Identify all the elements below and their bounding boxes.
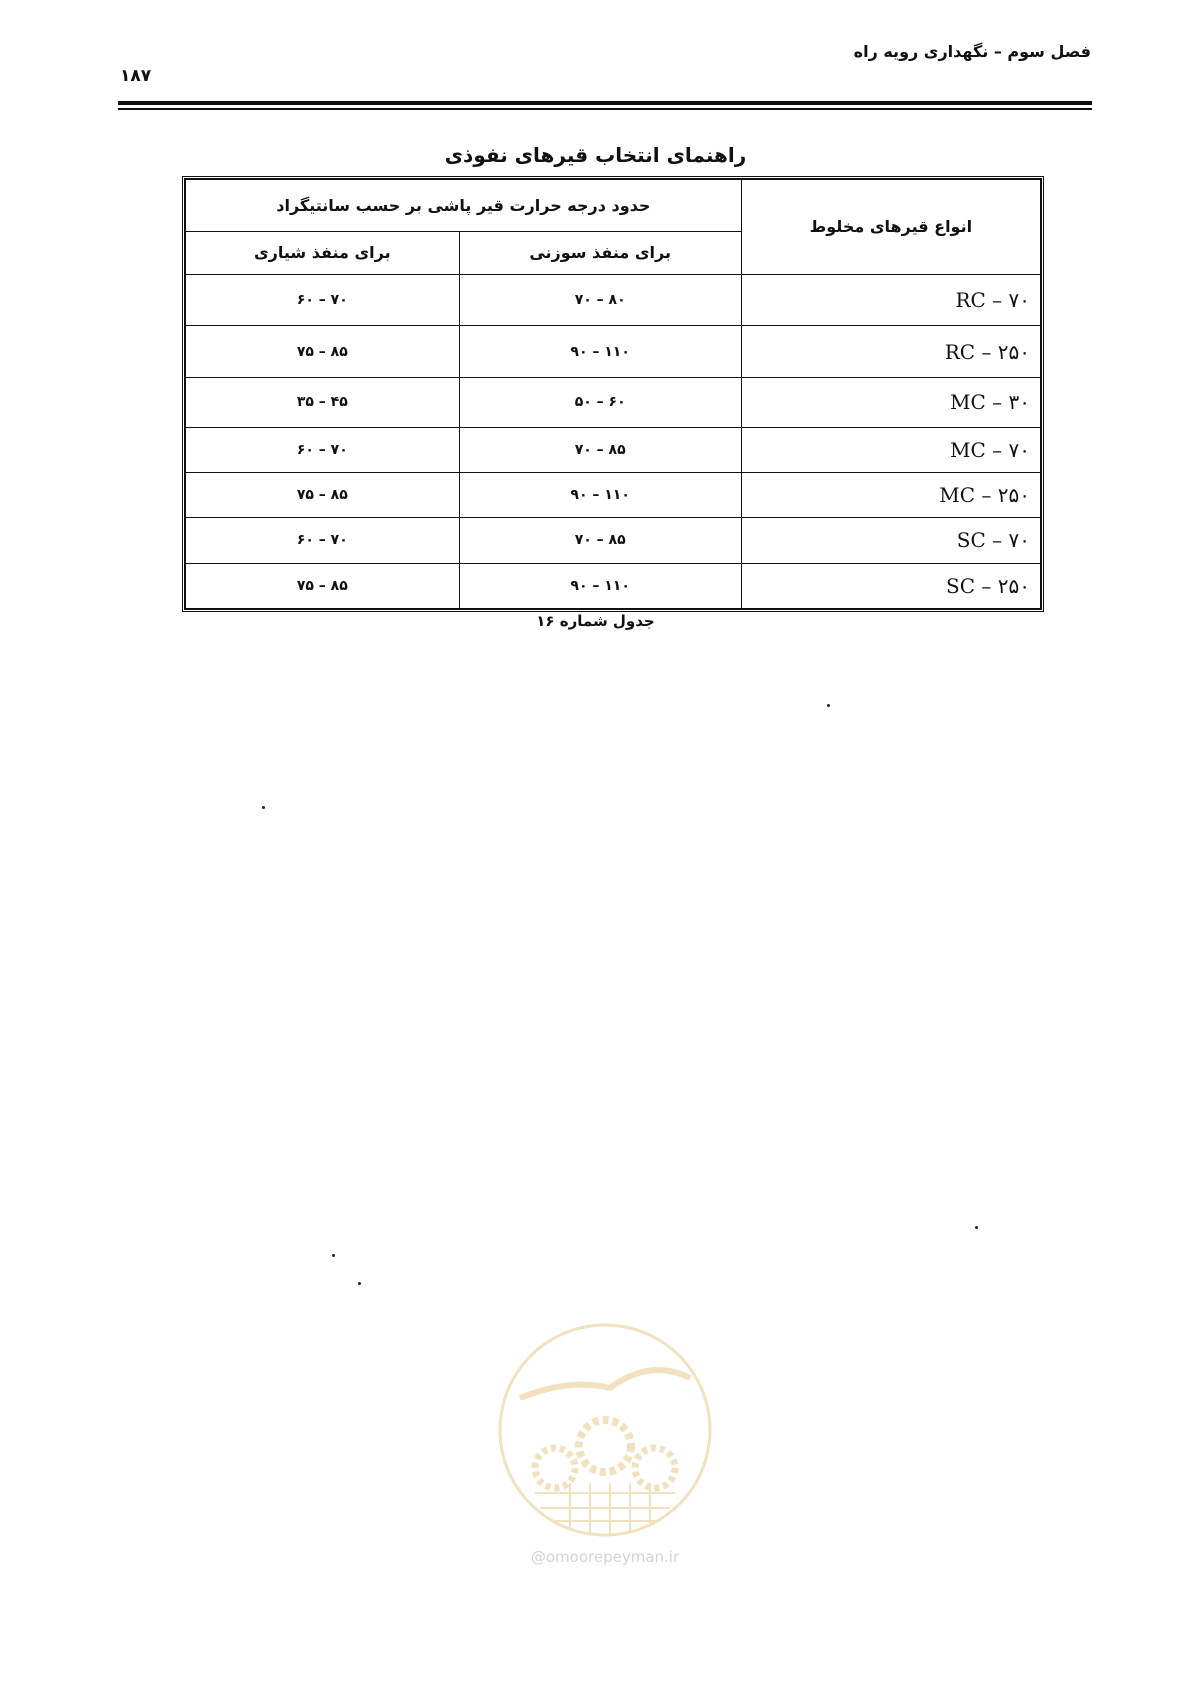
table-caption: جدول شماره ۱۶ xyxy=(536,612,655,630)
scan-speck xyxy=(975,1226,978,1229)
table-header-row-1 xyxy=(186,180,1041,232)
col-group-header: حدود درجه حرارت قیر پاشی بر حسب سانتیگراد xyxy=(186,180,742,232)
page-number: ۱۸۷ xyxy=(120,66,152,86)
spray-temp-cell: ۵۰ – ۶۰ xyxy=(459,378,741,428)
slot-temp-cell: ۷۵ – ۸۵ xyxy=(186,326,460,378)
spray-temp-cell: ۷۰ – ۸۵ xyxy=(459,518,741,563)
spray-temp-cell: ۹۰ – ۱۱۰ xyxy=(459,563,741,608)
bitumen-type-cell: RC – ۲۵۰ xyxy=(741,326,1040,378)
scan-speck xyxy=(358,1282,361,1285)
table-row xyxy=(186,563,1041,608)
table-row xyxy=(186,472,1041,517)
spray-temp-cell: ۹۰ – ۱۱۰ xyxy=(459,326,741,378)
table-frame xyxy=(182,176,1044,612)
watermark-brand: @omoorepeyman.ir xyxy=(530,1548,680,1566)
col-slot-header: برای منفذ شیاری xyxy=(186,231,460,274)
slot-temp-cell: ۶۰ – ۷۰ xyxy=(186,427,460,472)
watermark-emblem xyxy=(490,1318,720,1543)
table-row xyxy=(186,274,1041,326)
col-type-header: انواع قیرهای مخلوط xyxy=(741,180,1040,275)
scan-speck xyxy=(332,1254,335,1257)
table-title: راهنمای انتخاب قیرهای نفوذی xyxy=(444,143,747,167)
watermark-logo xyxy=(490,1318,720,1578)
bitumen-type-cell: SC – ۲۵۰ xyxy=(741,563,1040,608)
bitumen-type-cell: RC – ۷۰ xyxy=(741,274,1040,326)
chapter-header: فصل سوم – نگهداری رویه راه xyxy=(853,42,1091,61)
bitumen-type-cell: MC – ۷۰ xyxy=(741,427,1040,472)
col-spray-header: برای منفذ سوزنی xyxy=(459,231,741,274)
bitumen-table xyxy=(185,179,1041,609)
spray-temp-cell: ۷۰ – ۸۵ xyxy=(459,427,741,472)
bitumen-type-cell: MC – ۲۵۰ xyxy=(741,472,1040,517)
table-row xyxy=(186,427,1041,472)
table-row xyxy=(186,326,1041,378)
header-rule-thick xyxy=(118,101,1092,105)
scan-speck xyxy=(262,806,265,809)
header-rule-thin xyxy=(118,108,1092,110)
bitumen-type-cell: SC – ۷۰ xyxy=(741,518,1040,563)
slot-temp-cell: ۷۵ – ۸۵ xyxy=(186,563,460,608)
bitumen-type-cell: MC – ۳۰ xyxy=(741,378,1040,428)
table-row xyxy=(186,518,1041,563)
spray-temp-cell: ۷۰ – ۸۰ xyxy=(459,274,741,326)
slot-temp-cell: ۶۰ – ۷۰ xyxy=(186,274,460,326)
slot-temp-cell: ۷۵ – ۸۵ xyxy=(186,472,460,517)
scan-speck xyxy=(827,704,830,707)
spray-temp-cell: ۹۰ – ۱۱۰ xyxy=(459,472,741,517)
slot-temp-cell: ۶۰ – ۷۰ xyxy=(186,518,460,563)
table-row xyxy=(186,378,1041,428)
slot-temp-cell: ۳۵ – ۴۵ xyxy=(186,378,460,428)
